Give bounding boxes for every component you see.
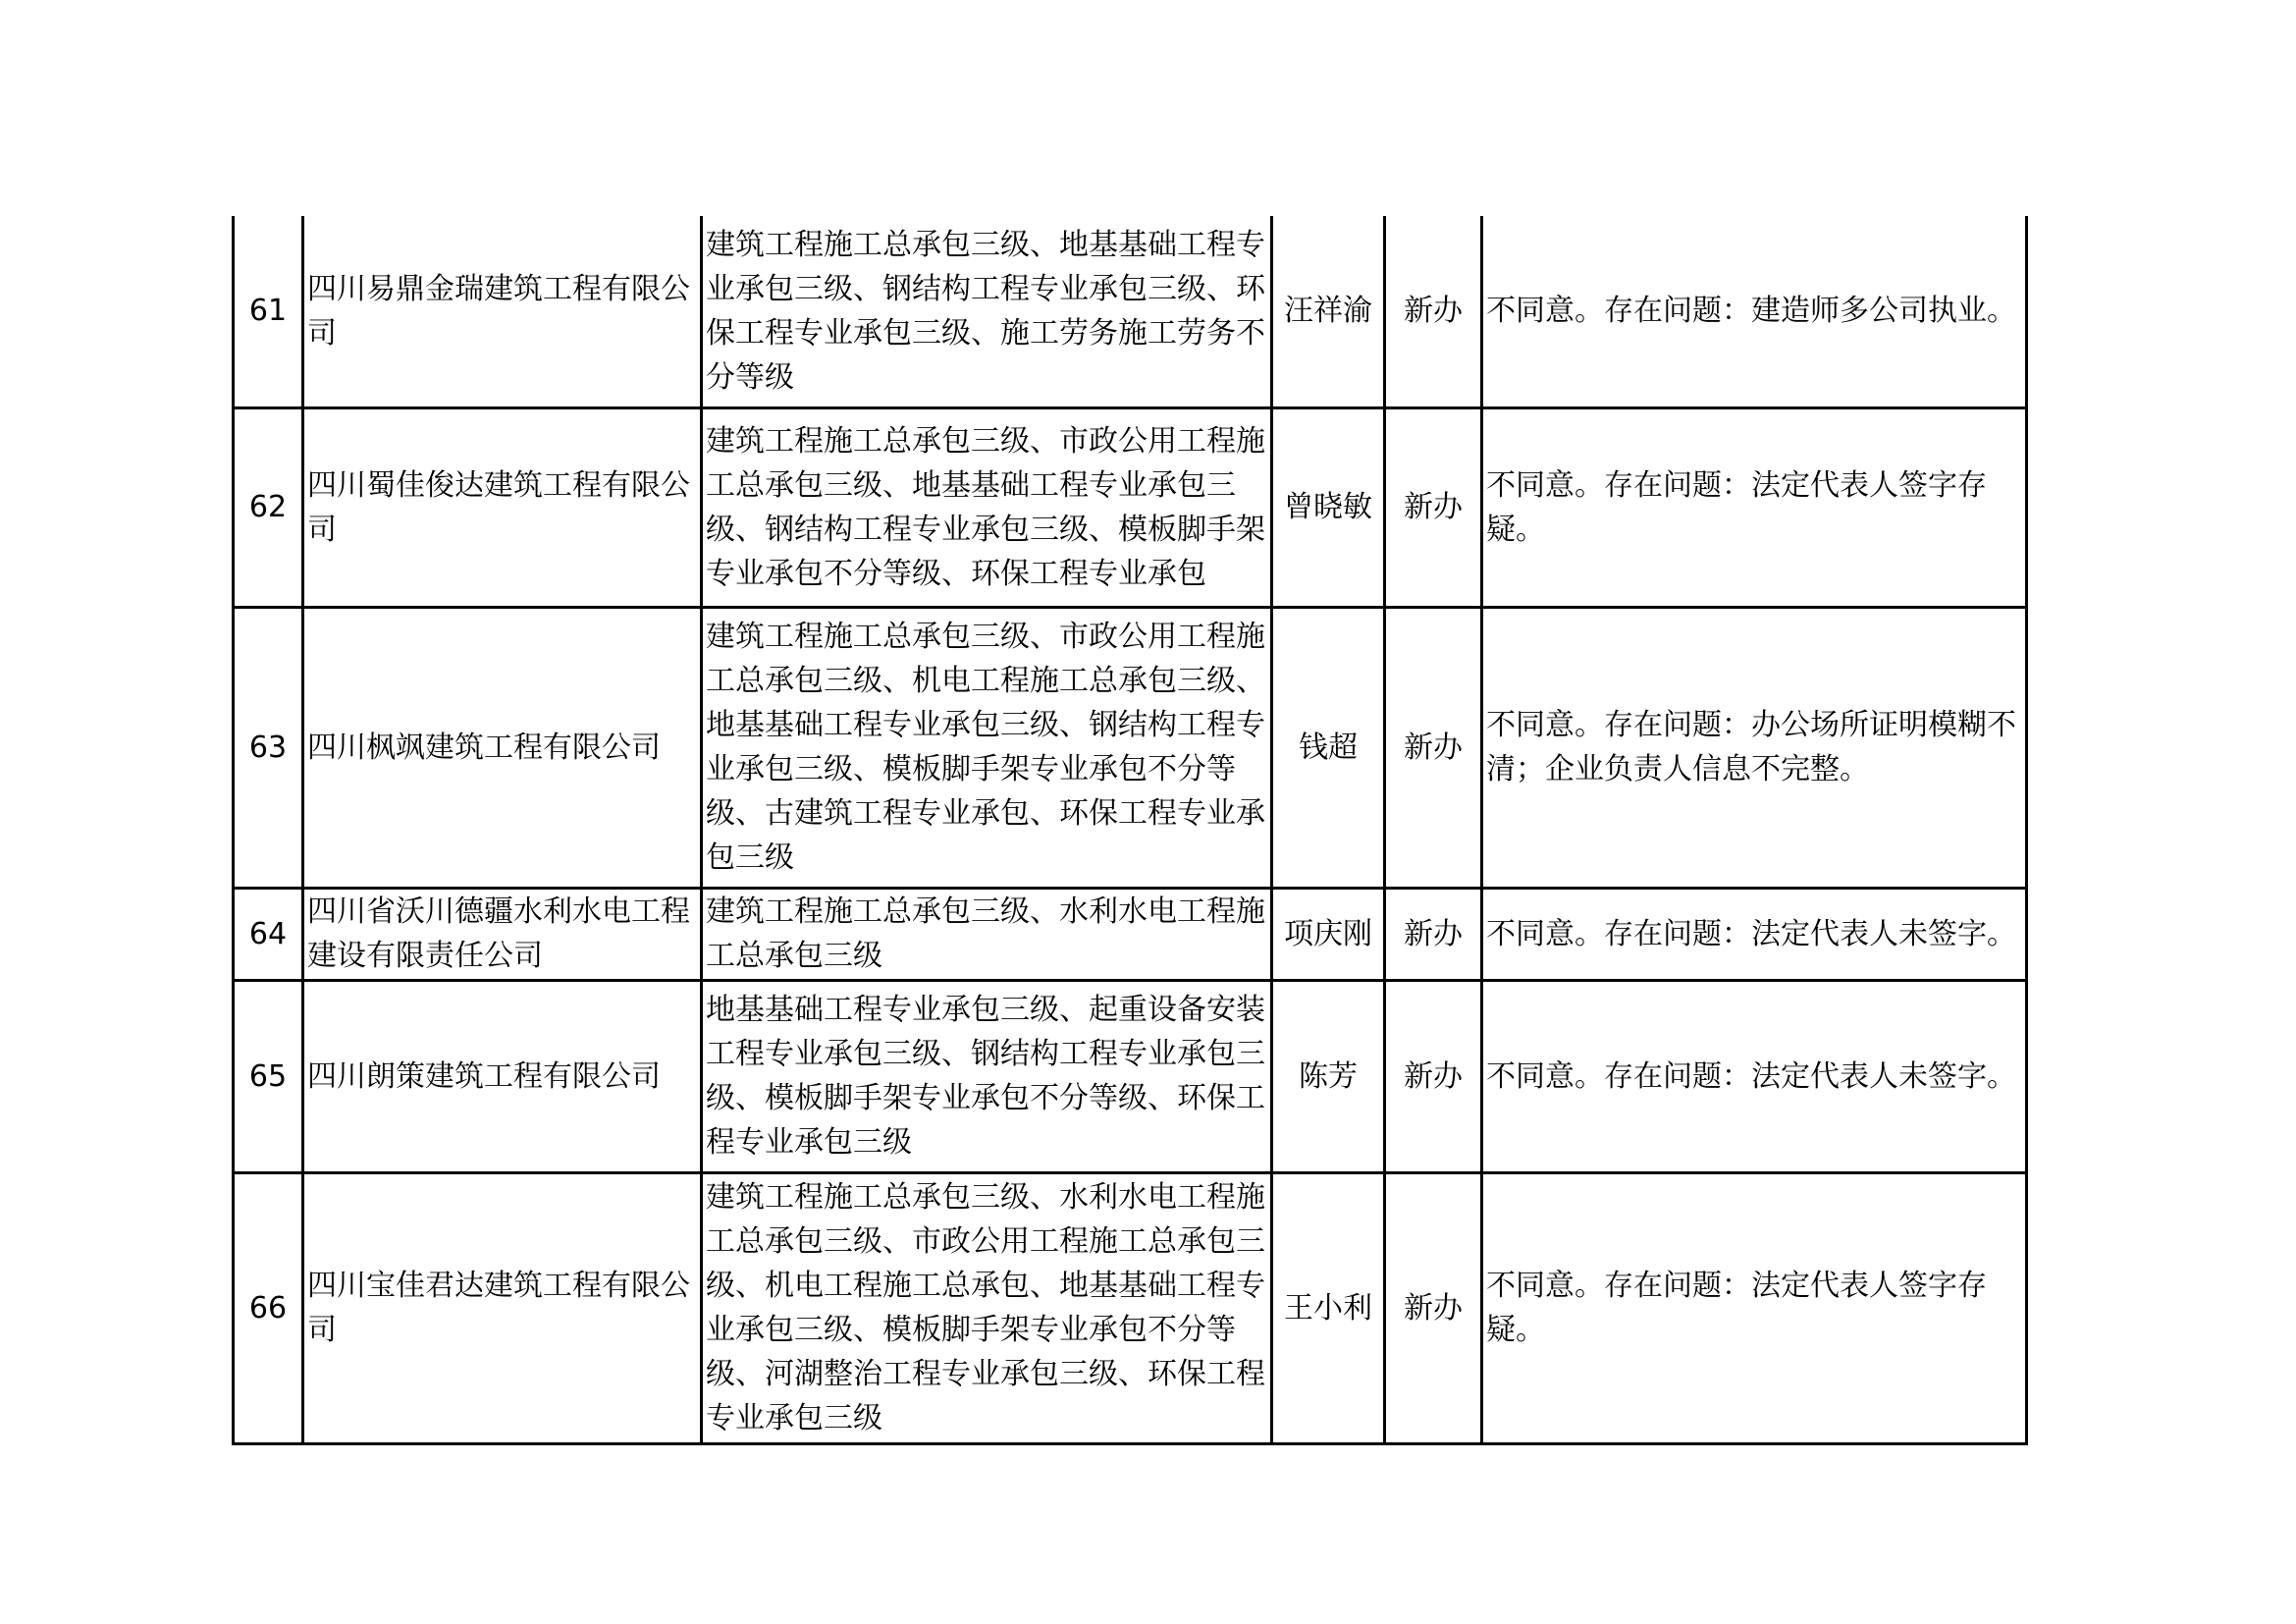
contact-person: 汪祥渝	[1272, 216, 1385, 407]
row-number: 66	[234, 1172, 303, 1443]
company-name: 四川枫飒建筑工程有限公司	[303, 607, 702, 888]
review-opinion: 不同意。存在问题：办公场所证明模糊不清；企业负责人信息不完整。	[1482, 607, 2027, 888]
application-type: 新办	[1385, 407, 1482, 607]
application-type: 新办	[1385, 1172, 1482, 1443]
table-row	[234, 407, 2027, 607]
row-number: 64	[234, 888, 303, 980]
application-type: 新办	[1385, 216, 1482, 407]
application-type: 新办	[1385, 607, 1482, 888]
application-type: 新办	[1385, 980, 1482, 1172]
contact-person: 项庆刚	[1272, 888, 1385, 980]
qualification-scope: 建筑工程施工总承包三级、水利水电工程施工总承包三级、市政公用工程施工总承包三级、机电工程施工总承包、地基基础工程专业承包三级、模板脚手架专业承包不分等级、河湖整治工程专业承包三级、环保工程专业承包三级	[702, 1172, 1272, 1443]
company-name: 四川朗策建筑工程有限公司	[303, 980, 702, 1172]
table-row	[234, 888, 2027, 980]
qualification-scope: 建筑工程施工总承包三级、水利水电工程施工总承包三级	[702, 888, 1272, 980]
qualification-scope: 建筑工程施工总承包三级、市政公用工程施工总承包三级、地基基础工程专业承包三级、钢结构工程专业承包三级、模板脚手架专业承包不分等级、环保工程专业承包	[702, 407, 1272, 607]
qualification-scope: 地基基础工程专业承包三级、起重设备安装工程专业承包三级、钢结构工程专业承包三级、模板脚手架专业承包不分等级、环保工程专业承包三级	[702, 980, 1272, 1172]
row-number: 62	[234, 407, 303, 607]
qualification-scope: 建筑工程施工总承包三级、地基基础工程专业承包三级、钢结构工程专业承包三级、环保工程专业承包三级、施工劳务施工劳务不分等级	[702, 216, 1272, 407]
review-opinion: 不同意。存在问题：法定代表人未签字。	[1482, 888, 2027, 980]
review-opinion: 不同意。存在问题：建造师多公司执业。	[1482, 216, 2027, 407]
row-number: 63	[234, 607, 303, 888]
company-name: 四川宝佳君达建筑工程有限公司	[303, 1172, 702, 1443]
contact-person: 曾晓敏	[1272, 407, 1385, 607]
contact-person: 陈芳	[1272, 980, 1385, 1172]
contact-person: 王小利	[1272, 1172, 1385, 1443]
company-name: 四川易鼎金瑞建筑工程有限公司	[303, 216, 702, 407]
application-type: 新办	[1385, 888, 1482, 980]
review-opinion: 不同意。存在问题：法定代表人签字存疑。	[1482, 1172, 2027, 1443]
review-opinion: 不同意。存在问题：法定代表人签字存疑。	[1482, 407, 2027, 607]
review-opinion: 不同意。存在问题：法定代表人未签字。	[1482, 980, 2027, 1172]
contact-person: 钱超	[1272, 607, 1385, 888]
table-row	[234, 607, 2027, 888]
row-number: 61	[234, 216, 303, 407]
qualification-scope: 建筑工程施工总承包三级、市政公用工程施工总承包三级、机电工程施工总承包三级、地基基础工程专业承包三级、钢结构工程专业承包三级、模板脚手架专业承包不分等级、古建筑工程专业承包、环保工程专业承包三级	[702, 607, 1272, 888]
company-name: 四川省沃川德疆水利水电工程建设有限责任公司	[303, 888, 702, 980]
table-row	[234, 1172, 2027, 1443]
table-row	[234, 980, 2027, 1172]
company-name: 四川蜀佳俊达建筑工程有限公司	[303, 407, 702, 607]
table-row	[234, 216, 2027, 407]
review-table	[232, 216, 2028, 1445]
row-number: 65	[234, 980, 303, 1172]
